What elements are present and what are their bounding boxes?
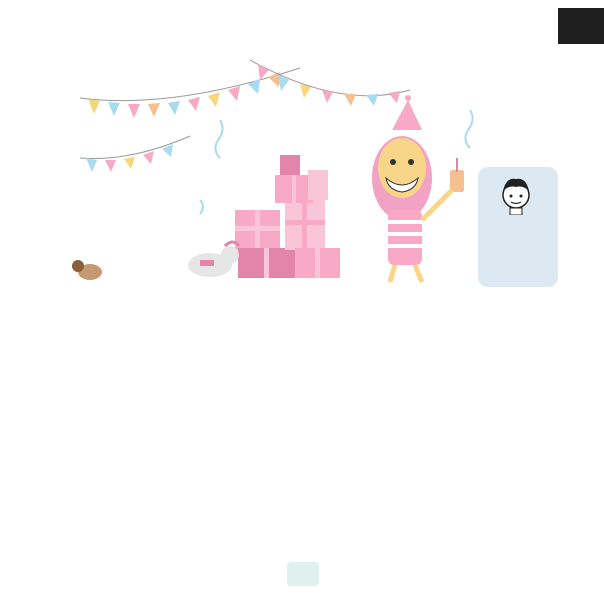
- birthday-party-illustration: [50, 50, 540, 290]
- title-underline: [62, 424, 117, 428]
- entry-narod: [62, 423, 294, 438]
- title-underline: [316, 401, 364, 405]
- title-underline: [316, 299, 416, 303]
- alphabet-tabs-top: [0, 8, 560, 44]
- speech-bubble: [478, 167, 558, 287]
- tab-current-letter[interactable]: [558, 8, 604, 44]
- entry-narozeniny: [316, 298, 544, 313]
- entry-nasili: [316, 400, 544, 415]
- entry-napoj: [62, 298, 294, 313]
- boy-avatar-icon: [498, 175, 534, 215]
- alphabet-tabs-right: [560, 44, 604, 600]
- page-number: [287, 562, 319, 586]
- title-underline: [62, 299, 114, 303]
